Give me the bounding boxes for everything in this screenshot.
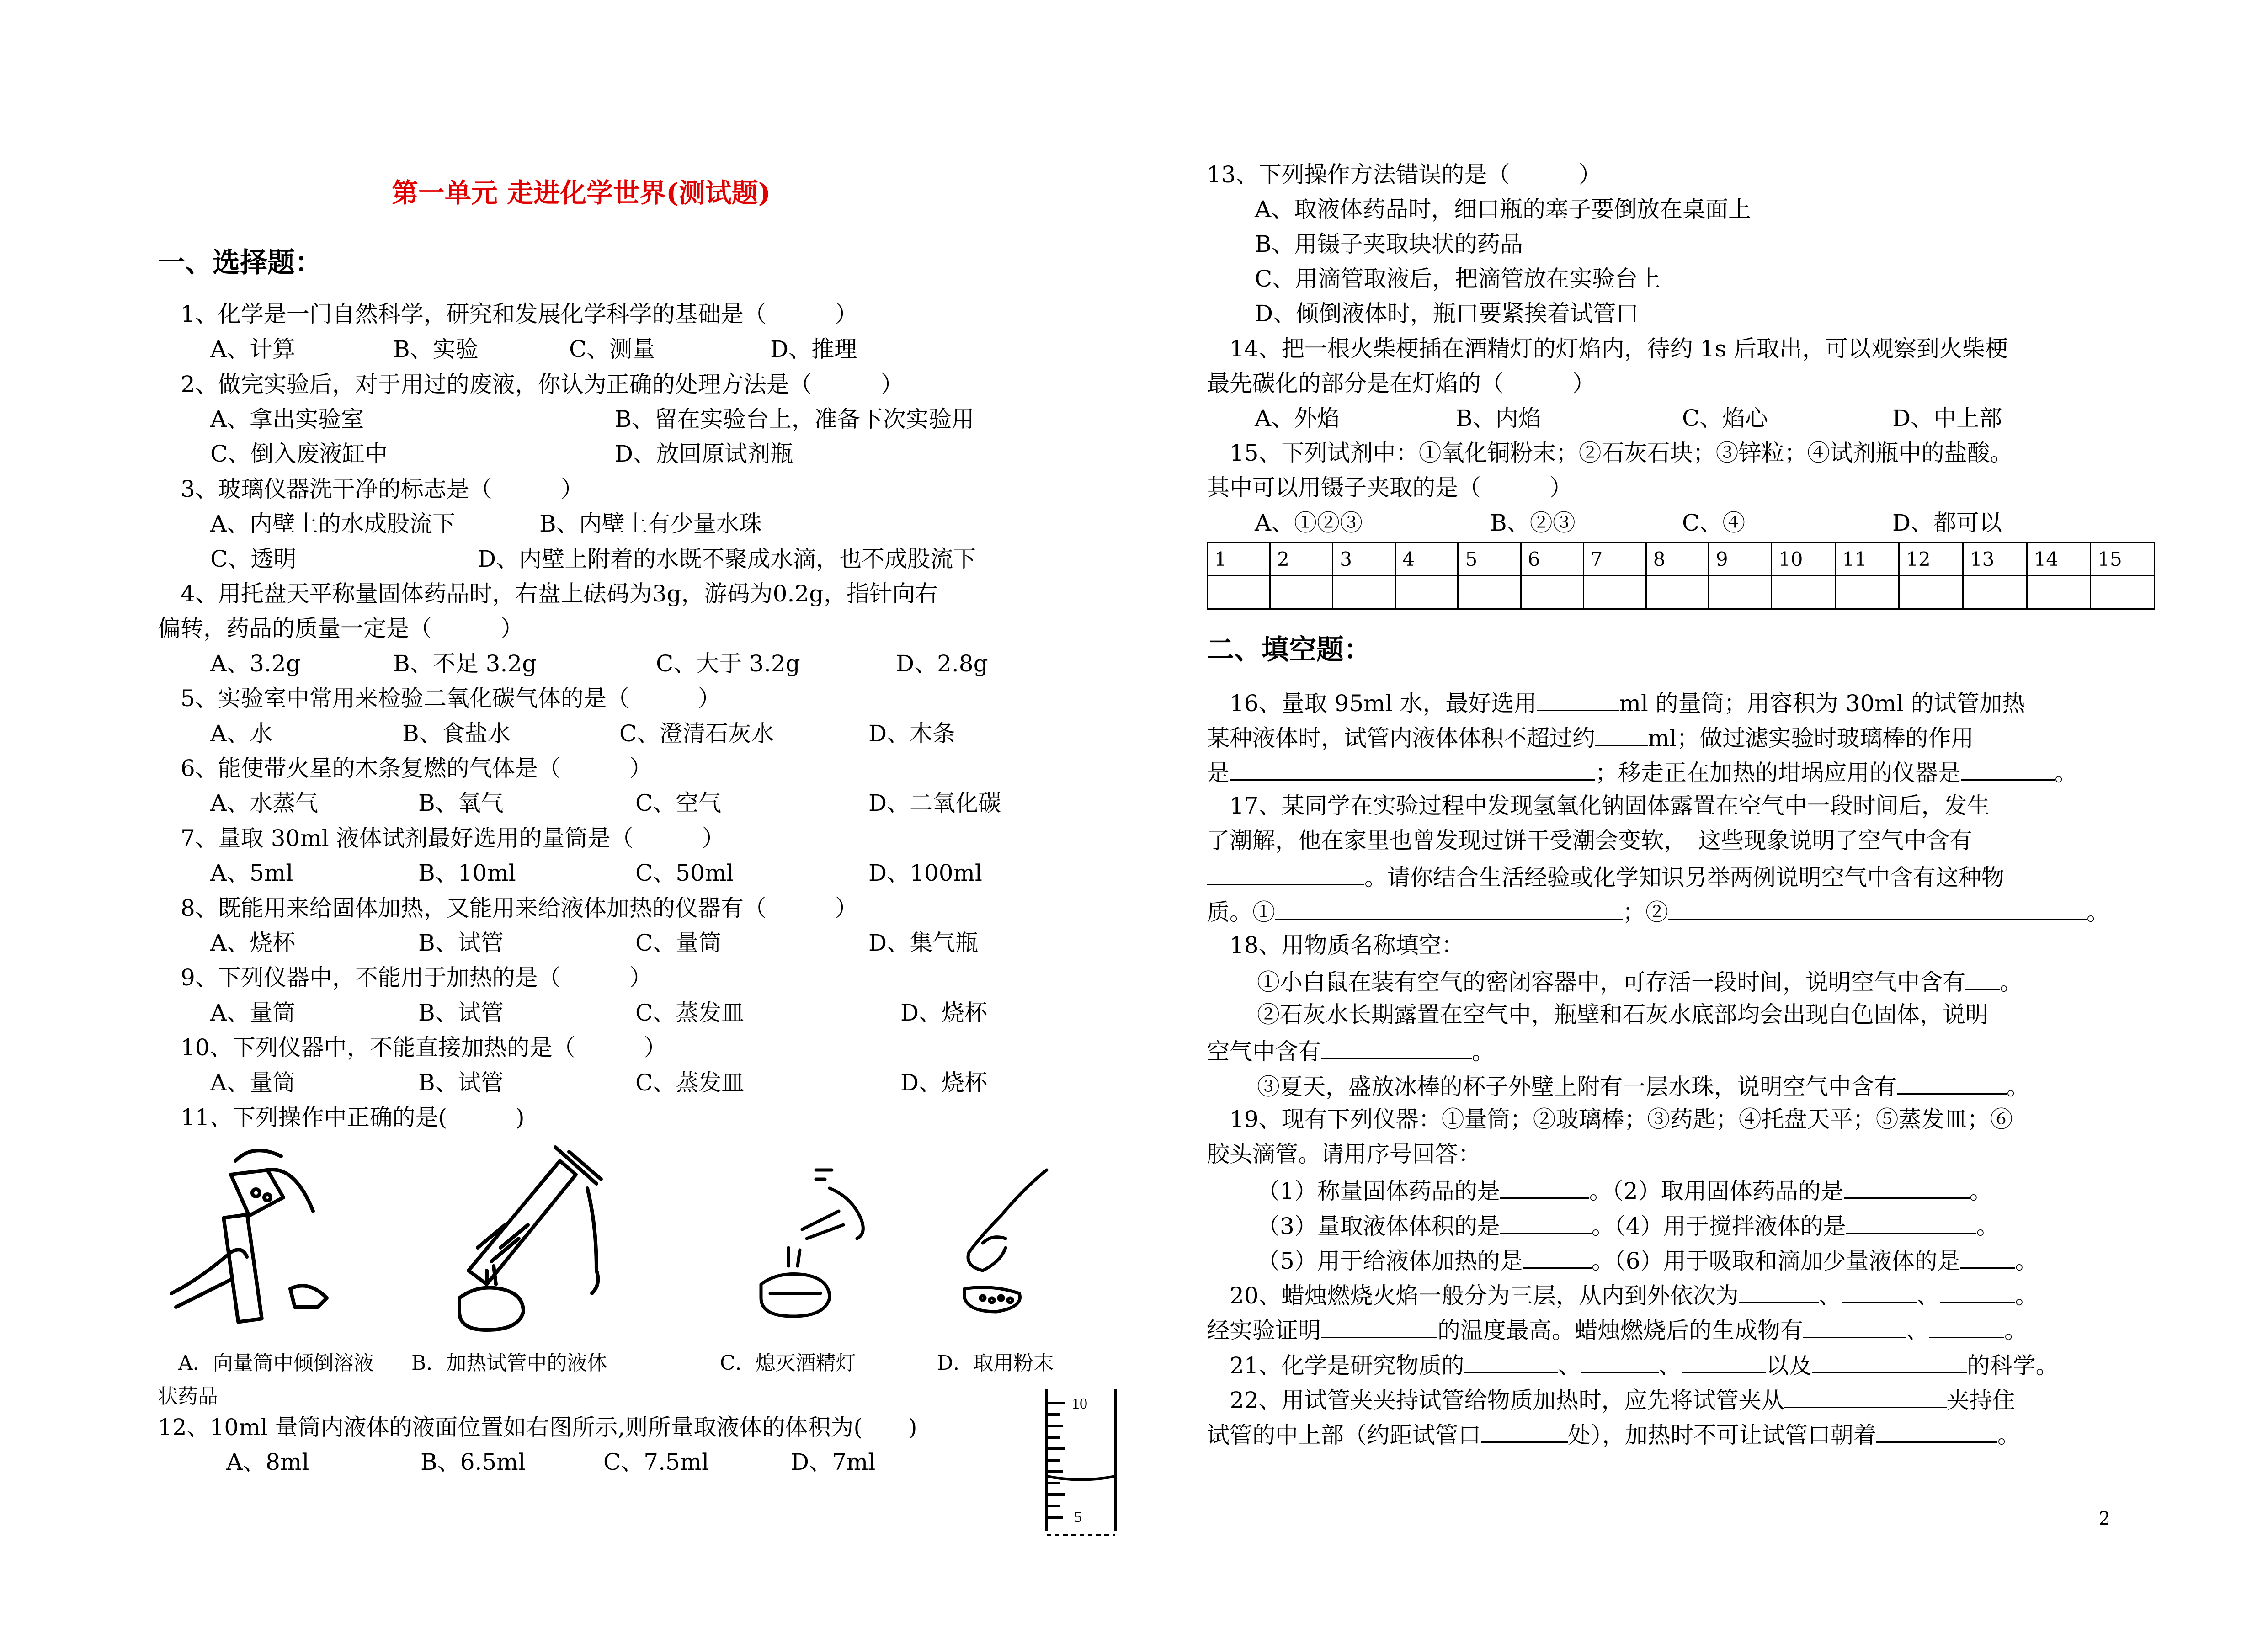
q19-blank-3[interactable] (1500, 1207, 1592, 1234)
answer-cell[interactable] (1771, 576, 1835, 609)
q2-option-d: D、放回原试剂瓶 (615, 441, 793, 467)
q5-stem: 5、实验室中常用来检验二氧化碳气体的是（ ） (181, 685, 721, 712)
q18-text: ③夏天，盛放冰棒的杯子外壁上附有一层水珠，说明空气中含有 (1257, 1074, 1897, 1100)
q21-blank-3[interactable] (1682, 1346, 1766, 1373)
q11-caption-d: D．取用粉末 (937, 1351, 1054, 1375)
q22-blank-2[interactable] (1481, 1416, 1568, 1443)
q20-text: 。 (2004, 1317, 2027, 1344)
answer-number: 12 (1899, 542, 1963, 576)
q17-line4 (1207, 893, 2109, 930)
q19-blank-4[interactable] (1846, 1207, 1976, 1234)
q11-caption-d-continued: 状药品 (158, 1385, 218, 1408)
q22-text: 夹持住 (1946, 1387, 2015, 1414)
answer-number: 14 (2027, 542, 2091, 576)
q14-option-c: C、焰心 (1682, 405, 1768, 431)
heating-test-tube-illustration (450, 1133, 633, 1339)
answer-table-header-row (1208, 542, 2155, 576)
section-choice-heading: 一、选择题： (158, 247, 322, 279)
q4-option-d: D、2.8g (896, 650, 988, 677)
q9-option-d: D、烧杯 (900, 1000, 988, 1026)
q16-line1 (1230, 684, 2025, 721)
q16-text: ml 的量筒；用容积为 30ml 的试管加热 (1619, 690, 2025, 717)
q1-option-b: B、实验 (393, 336, 479, 362)
q11-caption-b: B．加热试管中的液体 (411, 1351, 607, 1375)
q17-line2: 了潮解，他在家里也曾发现过饼干受潮会变软， 这些现象说明了空气中含有 (1207, 827, 1972, 854)
q15-option-d: D、都可以 (1892, 510, 2002, 536)
q22-text: 处），加热时不可让试管口朝着 (1568, 1422, 1876, 1448)
q21-text: 以及 (1766, 1352, 1812, 1379)
q8-option-a: A、烧杯 (210, 930, 296, 956)
q17-line1: 17、某同学在实验过程中发现氢氧化钠固体露置在空气中一段时间后，发生 (1230, 792, 1990, 819)
answer-cell[interactable] (1646, 576, 1709, 609)
q3-option-d: D、内壁上附着的水既不聚成水滴，也不成股流下 (478, 546, 976, 572)
q18-blank-1[interactable] (1965, 963, 2000, 990)
q4-option-c: C、大于 3.2g (656, 650, 800, 677)
q5-option-d: D、木条 (868, 720, 956, 747)
q21-text: 、 (1658, 1352, 1682, 1379)
q13-option-c: C、用滴管取液后，把滴管放在实验台上 (1255, 266, 1661, 292)
q4-stem-line2: 偏转，药品的质量一定是（ ） (158, 615, 523, 642)
q11-stem: 11、下列操作中正确的是( ) (181, 1104, 525, 1131)
q9-option-c: C、蒸发皿 (635, 1000, 745, 1026)
q10-option-c: C、蒸发皿 (635, 1069, 745, 1096)
q22-line1 (1230, 1381, 2015, 1418)
answer-cell[interactable] (1709, 576, 1771, 609)
q21-blank-2[interactable] (1581, 1346, 1659, 1373)
q4-option-b: B、不足 3.2g (393, 650, 537, 677)
q1-option-d: D、推理 (770, 336, 857, 362)
q14-option-d: D、中上部 (1892, 405, 2002, 431)
q22-text: 试管的中上部（约距试管口 (1207, 1422, 1481, 1448)
q22-text: 。 (1997, 1422, 2020, 1448)
q21-blank-4[interactable] (1812, 1346, 1967, 1373)
q22-blank-1[interactable] (1784, 1381, 1947, 1408)
page-title: 第一单元 走进化学世界(测试题) (392, 177, 771, 208)
q9-stem: 9、下列仪器中，不能用于加热的是（ ） (181, 964, 652, 991)
q1-stem: 1、化学是一门自然科学，研究和发展化学科学的基础是（ ） (181, 301, 858, 327)
q13-option-a: A、取液体药品时，细口瓶的塞子要倒放在桌面上 (1255, 196, 1752, 223)
q20-text: 、 (1818, 1282, 1842, 1309)
q20-blank-5[interactable] (1803, 1311, 1906, 1338)
q20-blank-6[interactable] (1929, 1311, 2004, 1338)
q19-text: 。（4）用于搅拌液体的是 (1591, 1213, 1846, 1239)
q19-text: 。（6）用于吸取和滴加少量液体的是 (1591, 1248, 1960, 1274)
q18-item1 (1257, 963, 2023, 1000)
answer-cell[interactable] (1521, 576, 1583, 609)
q19-text: （5）用于给液体加热的是 (1257, 1248, 1523, 1274)
q22-blank-3[interactable] (1876, 1416, 1997, 1443)
q17-text: ；② (1623, 899, 1668, 925)
q3-stem: 3、玻璃仪器洗干净的标志是（ ） (181, 476, 584, 502)
q5-option-b: B、食盐水 (402, 720, 511, 747)
q14-option-b: B、内焰 (1456, 405, 1541, 431)
q11-caption-c: C．熄灭酒精灯 (720, 1351, 856, 1375)
q15-option-b: B、②③ (1490, 510, 1576, 536)
q2-option-a: A、拿出实验室 (210, 406, 364, 432)
q19-stem-line2: 胶头滴管。请用序号回答： (1207, 1141, 1481, 1167)
extinguishing-alcohol-lamp-illustration (734, 1161, 880, 1339)
answer-number: 1 (1208, 542, 1270, 576)
q12-stem: 12、10ml 量筒内液体的液面位置如右图所示,则所量取液体的体积为( ) (158, 1414, 917, 1441)
q10-option-d: D、烧杯 (900, 1069, 988, 1096)
q18-text: 。 (1472, 1038, 1495, 1065)
q6-option-d: D、二氧化碳 (868, 790, 1001, 816)
q20-blank-2[interactable] (1842, 1276, 1917, 1303)
q8-stem: 8、既能用来给固体加热，又能用来给液体加热的仪器有（ ） (181, 895, 858, 921)
section-fill-heading: 二、填空题： (1207, 634, 1371, 666)
q20-text: 、 (1917, 1282, 1940, 1309)
answer-table (1207, 542, 2155, 610)
q16-blank-4[interactable] (1961, 754, 2055, 781)
answer-cell[interactable] (1835, 576, 1899, 609)
graduated-cylinder-figure (1038, 1385, 1134, 1536)
q19-row1 (1257, 1172, 1992, 1208)
q19-blank-2[interactable] (1844, 1172, 1970, 1199)
answer-table-blank-row (1208, 576, 2155, 609)
answer-cell[interactable] (1458, 576, 1521, 609)
q6-option-a: A、水蒸气 (210, 790, 319, 816)
q13-option-b: B、用镊子夹取块状的药品 (1255, 231, 1523, 257)
q1-option-a: A、计算 (210, 336, 296, 362)
q16-line3 (1207, 754, 2077, 790)
q5-option-c: C、澄清石灰水 (619, 720, 774, 747)
q4-option-a: A、3.2g (210, 650, 301, 677)
cylinder-top-label: 10 (1072, 1395, 1087, 1412)
q19-text: 。 (1976, 1213, 1999, 1239)
answer-cell[interactable] (1583, 576, 1646, 609)
q6-stem: 6、能使带火星的木条复燃的气体是（ ） (181, 755, 652, 782)
answer-cell[interactable] (2091, 576, 2155, 609)
answer-number: 9 (1709, 542, 1771, 576)
answer-number: 15 (2091, 542, 2155, 576)
q18-item2-line2 (1207, 1032, 1495, 1069)
answer-cell[interactable] (2027, 576, 2091, 609)
q22-line2 (1207, 1416, 2020, 1452)
answer-number: 3 (1333, 542, 1395, 576)
q19-text: （3）量取液体体积的是 (1257, 1213, 1500, 1239)
q15-option-c: C、④ (1682, 510, 1746, 536)
q21-text: 21、化学是研究物质的 (1230, 1352, 1464, 1379)
q15-stem-line1: 15、下列试剂中：①氧化铜粉末；②石灰石块；③锌粒；④试剂瓶中的盐酸。 (1230, 440, 2013, 466)
q19-text: （1）称量固体药品的是 (1257, 1178, 1500, 1204)
q1-option-c: C、测量 (569, 336, 655, 362)
q7-option-c: C、50ml (635, 860, 734, 886)
q20-blank-4[interactable] (1321, 1311, 1437, 1338)
q18-item2-line1: ②石灰水长期露置在空气中，瓶壁和石灰水底部均会出现白色固体，说明 (1257, 1001, 1988, 1028)
q3-option-c: C、透明 (210, 546, 297, 572)
q13-stem: 13、下列操作方法错误的是（ ） (1207, 161, 1602, 188)
answer-number: 11 (1835, 542, 1899, 576)
q17-line3 (1207, 858, 2004, 895)
answer-number: 6 (1521, 542, 1583, 576)
q7-option-b: B、10ml (418, 860, 516, 886)
q7-stem: 7、量取 30ml 液体试剂最好选用的量筒是（ ） (181, 825, 725, 851)
q8-option-c: C、量筒 (635, 930, 722, 956)
q22-text: 22、用试管夹夹持试管给物质加热时，应先将试管夹从 (1230, 1387, 1784, 1414)
answer-cell[interactable] (1963, 576, 2027, 609)
q21-blank-1[interactable] (1464, 1346, 1558, 1373)
q18-item3 (1257, 1068, 2029, 1104)
q18-text: 。 (2007, 1074, 2029, 1100)
q14-stem-line1: 14、把一根火柴梗插在酒精灯的灯焰内，待约 1s 后取出，可以观察到火柴梗 (1230, 335, 2008, 362)
q19-blank-5[interactable] (1523, 1242, 1592, 1269)
q15-stem-line2: 其中可以用镊子夹取的是（ ） (1207, 474, 1572, 501)
q12-option-b: B、6.5ml (421, 1449, 526, 1475)
answer-cell[interactable] (1270, 576, 1333, 609)
answer-cell[interactable] (1333, 576, 1395, 609)
answer-cell[interactable] (1899, 576, 1963, 609)
q16-line2 (1207, 719, 1974, 755)
pouring-into-cylinder-illustration (162, 1143, 336, 1335)
q17-blank-3[interactable] (1668, 893, 2087, 920)
q18-text: 。 (2000, 969, 2023, 995)
q2-stem: 2、做完实验后，对于用过的废液，你认为正确的处理方法是（ ） (181, 371, 904, 398)
q3-option-b: B、内壁上有少量水珠 (539, 511, 762, 537)
q20-line1 (1230, 1276, 2038, 1313)
q17-blank-2[interactable] (1275, 893, 1623, 920)
q16-text: ml；做过滤实验时玻璃棒的作用 (1648, 725, 1974, 751)
q4-stem-line1: 4、用托盘天平称量固体药品时，右盘上砝码为3g，游码为0.2g，指针向右 (181, 580, 938, 607)
q16-blank-2[interactable] (1595, 719, 1648, 746)
q20-blank-1[interactable] (1739, 1276, 1819, 1303)
q16-blank-1[interactable] (1537, 684, 1619, 711)
answer-number: 8 (1646, 542, 1709, 576)
q20-line2 (1207, 1311, 2027, 1348)
q19-text: 。（2）取用固体药品的是 (1589, 1178, 1844, 1204)
q14-option-a: A、外焰 (1255, 405, 1340, 431)
q8-option-b: B、试管 (418, 930, 504, 956)
q17-text: 。 (2087, 899, 2109, 925)
cylinder-bottom-label: 5 (1074, 1509, 1082, 1526)
q12-option-d: D、7ml (791, 1449, 876, 1475)
q19-text: 。 (2015, 1248, 2038, 1274)
q15-option-a: A、①②③ (1255, 510, 1363, 536)
q18-text: ①小白鼠在装有空气的密闭容器中，可存活一段时间，说明空气中含有 (1257, 969, 1965, 995)
q21-text: 、 (1558, 1352, 1581, 1379)
q20-text: 、 (1906, 1317, 1929, 1344)
q18-text: 空气中含有 (1207, 1038, 1321, 1065)
q9-option-a: A、量筒 (210, 1000, 296, 1026)
answer-number: 13 (1963, 542, 2027, 576)
taking-powder-illustration (932, 1161, 1070, 1325)
answer-number: 7 (1583, 542, 1646, 576)
q19-row2 (1257, 1207, 1999, 1244)
q8-option-d: D、集气瓶 (868, 930, 979, 956)
q21-line (1230, 1346, 2059, 1383)
answer-number: 10 (1771, 542, 1835, 576)
q6-option-c: C、空气 (635, 790, 722, 816)
q21-text: 的科学。 (1967, 1352, 2059, 1379)
q16-blank-3[interactable] (1230, 754, 1595, 781)
q12-option-a: A、8ml (226, 1449, 309, 1475)
q19-text: 。 (1969, 1178, 1992, 1204)
q7-option-d: D、100ml (868, 860, 982, 886)
q10-option-b: B、试管 (418, 1069, 504, 1096)
q17-text: 。请你结合生活经验或化学知识另举两例说明空气中含有这种物 (1364, 864, 2004, 891)
q17-blank-1[interactable] (1207, 858, 1364, 885)
answer-cell[interactable] (1208, 576, 1270, 609)
q2-option-b: B、留在实验台上，准备下次实验用 (615, 406, 974, 432)
q14-stem-line2: 最先碳化的部分是在灯焰的（ ） (1207, 370, 1595, 397)
q20-blank-3[interactable] (1940, 1276, 2015, 1303)
q10-stem: 10、下列仪器中，不能直接加热的是（ ） (181, 1034, 667, 1061)
q16-text: 某种液体时，试管内液体体积不超过约 (1207, 725, 1595, 751)
q20-text: 20、蜡烛燃烧火焰一般分为三层，从内到外依次为 (1230, 1282, 1739, 1309)
q20-text: 的温度最高。蜡烛燃烧后的生成物有 (1437, 1317, 1803, 1344)
q18-blank-2[interactable] (1321, 1032, 1472, 1059)
q3-option-a: A、内壁上的水成股流下 (210, 511, 456, 537)
q5-option-a: A、水 (210, 720, 273, 747)
q17-text: 质。① (1207, 899, 1275, 925)
answer-number: 4 (1395, 542, 1458, 576)
q11-caption-a: A．向量筒中倾倒溶液 (178, 1351, 374, 1375)
q20-text: 经实验证明 (1207, 1317, 1321, 1344)
q18-stem: 18、用物质名称填空： (1230, 932, 1464, 958)
q12-option-c: C、7.5ml (603, 1449, 709, 1475)
q18-blank-3[interactable] (1897, 1068, 2007, 1095)
answer-number: 2 (1270, 542, 1333, 576)
q7-option-a: A、5ml (210, 860, 293, 886)
q16-text: ；移走正在加热的坩埚应用的仪器是 (1595, 760, 1961, 786)
answer-number: 5 (1458, 542, 1521, 576)
page-number: 2 (2098, 1508, 2110, 1529)
q10-option-a: A、量筒 (210, 1069, 296, 1096)
q16-text: 16、量取 95ml 水，最好选用 (1230, 690, 1537, 717)
q19-row3 (1257, 1242, 2038, 1278)
q19-stem-line1: 19、现有下列仪器：①量筒；②玻璃棒；③药匙；④托盘天平；⑤蒸发皿；⑥ (1230, 1106, 2013, 1133)
q19-blank-1[interactable] (1500, 1172, 1589, 1199)
q13-option-d: D、倾倒液体时，瓶口要紧挨着试管口 (1255, 300, 1639, 327)
q19-blank-6[interactable] (1960, 1242, 2015, 1269)
q9-option-b: B、试管 (418, 1000, 504, 1026)
q16-text: 是 (1207, 760, 1230, 786)
q16-text: 。 (2055, 760, 2077, 786)
answer-cell[interactable] (1395, 576, 1458, 609)
q2-option-c: C、倒入废液缸中 (210, 441, 388, 467)
q6-option-b: B、氧气 (418, 790, 504, 816)
q20-text: 。 (2015, 1282, 2038, 1309)
